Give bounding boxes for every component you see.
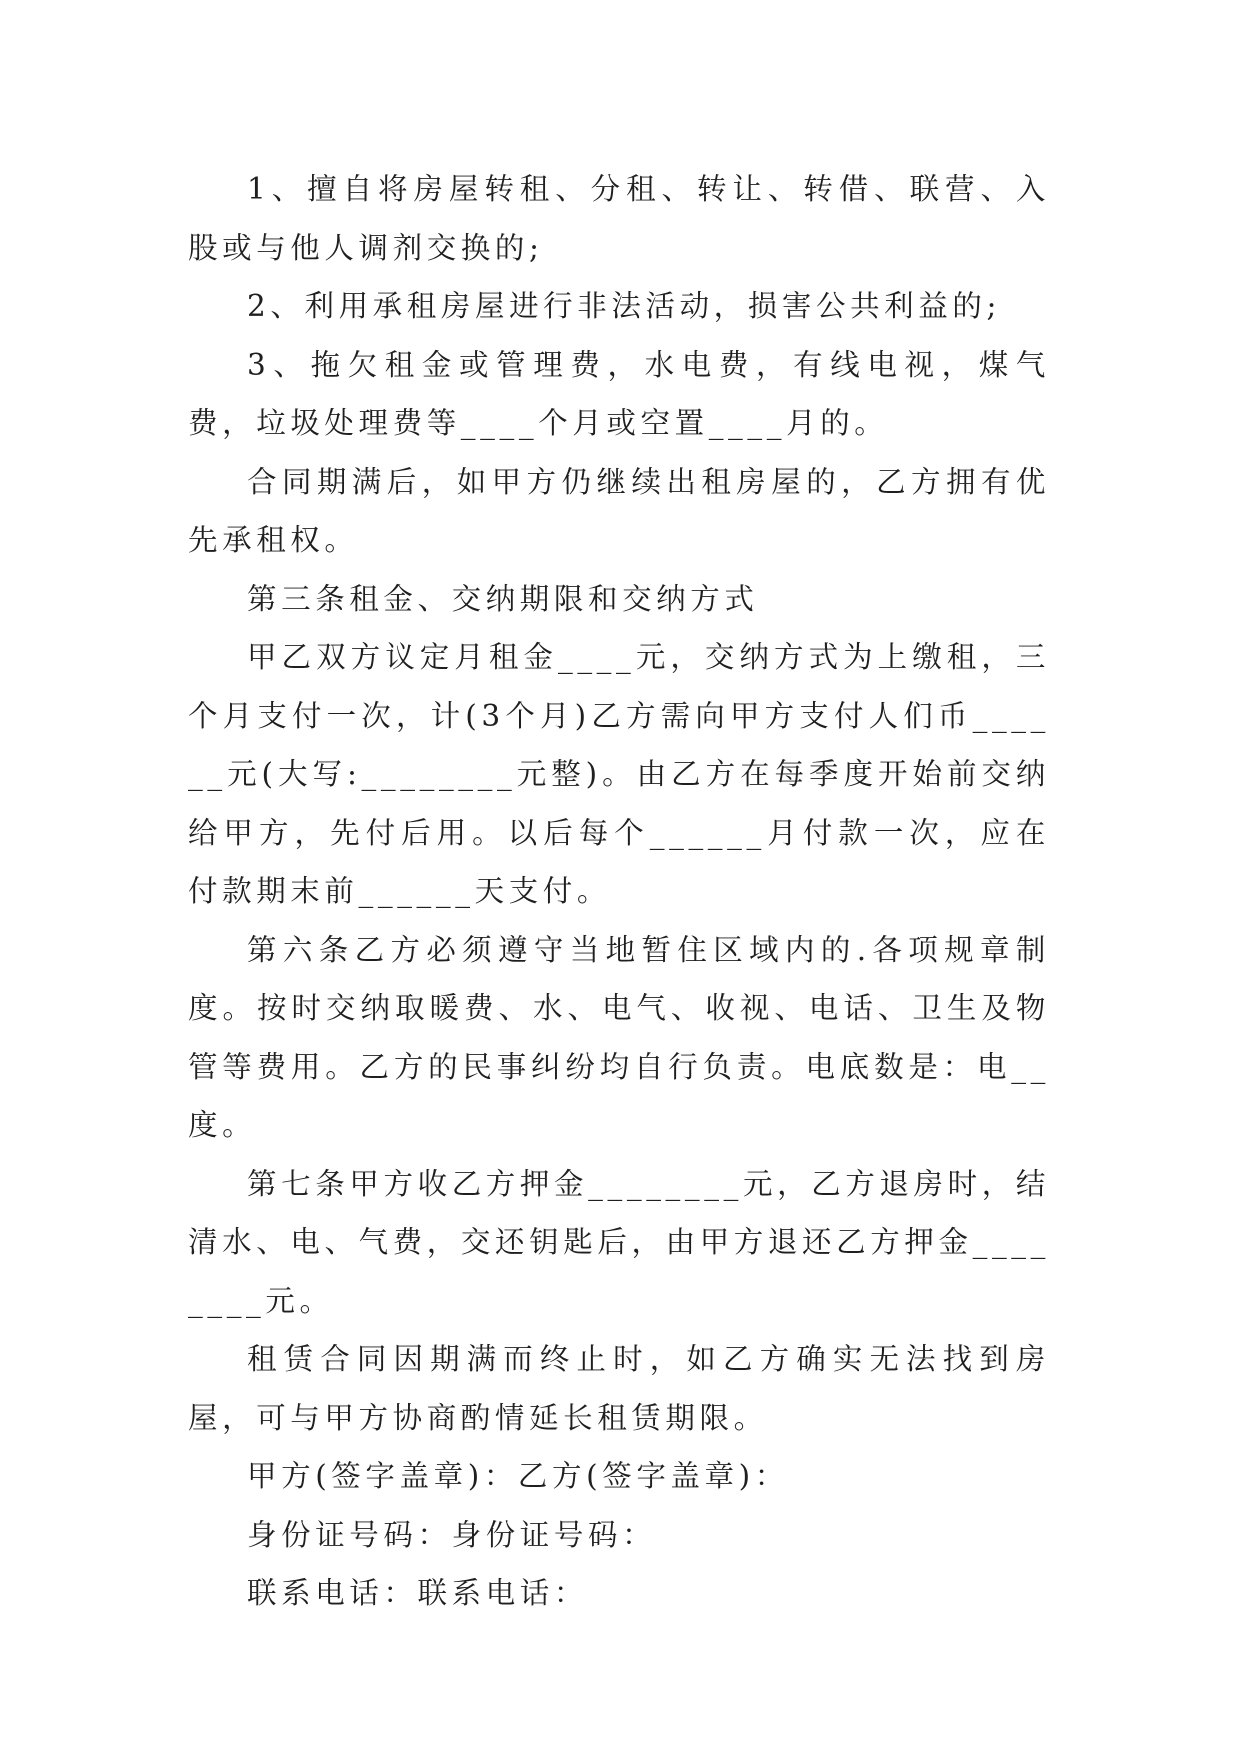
clause-item-2: 2、利用承租房屋进行非法活动，损害公共利益的; — [247, 289, 1002, 323]
rent-payment-paragraph: 甲乙双方议定月租金____元，交纳方式为上缴租，三个月支付一次，计(3个月)乙方需向甲方支付人们币______元(大写:________元整)。由乙方在每季度开始前交纳给甲方，先付后用。以后每个______月付款一次，应在付款期末前______天支付。 — [188, 640, 1050, 908]
article-3-heading: 第三条租金、交纳期限和交纳方式 — [247, 581, 759, 616]
clause-item-3: 3、拖欠租金或管理费，水电费，有线电视，煤气费，垃圾处理费等____个月或空置____月的。 — [188, 347, 1050, 440]
id-number-line: 身份证号码：身份证号码： — [247, 1517, 657, 1552]
signature-line: 甲方(签字盖章)：乙方(签字盖章)： — [247, 1459, 789, 1493]
clause-item-1: 1、擅自将房屋转租、分租、转让、转借、联营、入股或与他人调剂交换的; — [188, 172, 1050, 265]
contact-phone-line: 联系电话：联系电话： — [247, 1576, 589, 1610]
article-6-paragraph: 第六条乙方必须遵守当地暂住区域内的.各项规章制度。按时交纳取暖费、水、电气、收视、电话、卫生及物管等费用。乙方的民事纠纷均自行负责。电底数是：电__度。 — [188, 932, 1050, 1142]
lease-extension-paragraph: 租赁合同因期满而终止时，如乙方确实无法找到房屋，可与甲方协商酌情延长租赁期限。 — [188, 1342, 1050, 1435]
renewal-priority-paragraph: 合同期满后，如甲方仍继续出租房屋的，乙方拥有优先承租权。 — [188, 464, 1050, 557]
document-body — [188, 160, 1050, 1623]
article-7-deposit-paragraph: 第七条甲方收乙方押金________元，乙方退房时，结清水、电、气费，交还钥匙后，由甲方退还乙方押金________元。 — [188, 1166, 1050, 1318]
